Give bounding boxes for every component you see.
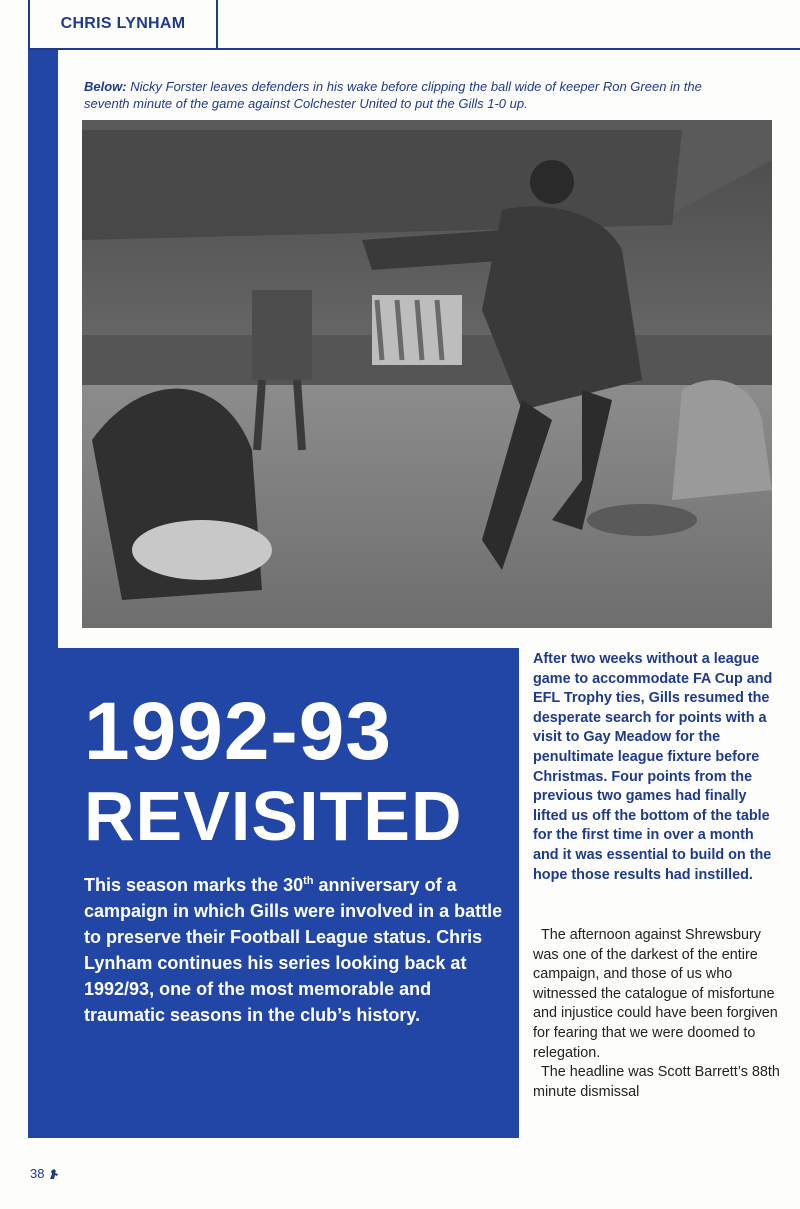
author-tab: [28, 0, 218, 50]
photo-caption: [84, 78, 744, 112]
article-paragraph: The headline was Scott Barrett’s 88th minute dismissal: [533, 1064, 780, 1100]
caption-lead: Below:: [84, 79, 127, 94]
page-number: 38: [30, 1166, 45, 1181]
standfirst-superscript: th: [303, 875, 314, 887]
page-footer: [30, 1166, 60, 1181]
standfirst-part1: This season marks the 30: [84, 875, 304, 895]
article-paragraph: The afternoon against Shrewsbury was one of the darkest of the entire campaign, and those of us who witnessed the catalogue of misfortune and injustice could have been forgiven for fearing that we were doomed to relegation.: [533, 927, 778, 1061]
article-body: [533, 926, 783, 1102]
horse-crest-icon: [48, 1168, 60, 1180]
article-lead: After two weeks without a league game to accommodate FA Cup and EFL Trophy ties, Gills resumed the desperate search for points with a visit to Gay Meadow for the penultimate league fixture before Christmas. Four points from the previous two games had finally lifted us off the bottom of the table for the first time in over a month and it was essential to build on the hope those results had instilled.: [533, 651, 773, 883]
standfirst: [84, 872, 504, 1028]
title-year: 1992-93: [84, 686, 392, 777]
title-word: REVISITED: [84, 777, 463, 855]
match-photo: [82, 120, 772, 628]
feature-title: [84, 688, 514, 856]
author-name: CHRIS LYNHAM: [60, 15, 186, 32]
match-photo-image: [82, 120, 772, 628]
caption-text: Nicky Forster leaves defenders in his wake before clipping the ball wide of keeper Ron Green in the seventh minute of the game against Colchester United to put the Gills 1-0 up.: [84, 79, 702, 111]
standfirst-part2: anniversary of a campaign in which Gills were involved in a battle to preserve their Football League status. Chris Lynham continues his series looking back at 1992/93, one of the most memorable and traumatic seasons in the club’s history.: [84, 875, 503, 1025]
